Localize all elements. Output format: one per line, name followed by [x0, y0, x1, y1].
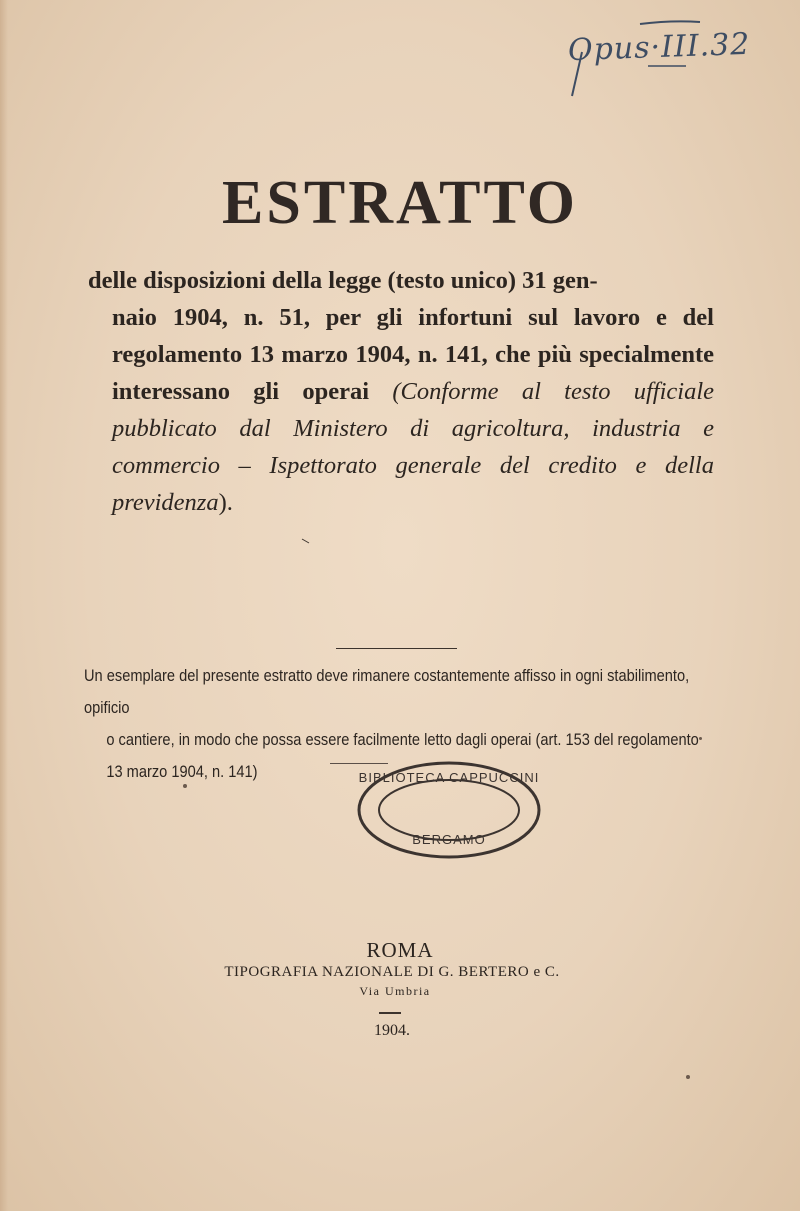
document-subtitle [88, 262, 714, 521]
imprint-divider [379, 1012, 401, 1014]
paper-speck [699, 737, 702, 740]
subtitle-closing: ). [218, 489, 233, 516]
paper-speck [686, 1075, 690, 1079]
notice-rest: o cantiere, in modo che possa essere facilmente letto dagli operai (art. 153 del regolamento 13 marzo 1904, n. 141) [106, 730, 699, 781]
ink-mark [301, 538, 311, 544]
paper-speck [183, 784, 187, 788]
document-title: ESTRATTO [222, 169, 578, 237]
subtitle-bold-text: naio 1904, n. 51, per gli infortuni sul lavoro e del regolamento 13 marzo 1904, n. 141, che più specialmente interessano gli operai [112, 304, 714, 405]
subtitle-rest [88, 299, 714, 521]
subtitle-italic-note: (Conforme al testo ufficiale pubblicato dal Ministero di agricoltura, industria e commercio – Ispettorato generale del credito e della previdenza [112, 378, 715, 516]
shelfmark-text: Opus·III.32 [567, 26, 751, 69]
imprint-year: 1904. [374, 1022, 410, 1039]
stamp-bottom-text: BERGAMO [412, 832, 486, 847]
handwritten-shelfmark [562, 14, 762, 110]
notice-line-1: Un esemplare del presente estratto deve rimanere costantemente affisso in ogni stabilimento, opificio [84, 666, 690, 717]
imprint-printer: TIPOGRAFIA NAZIONALE DI G. BERTERO e C. [224, 964, 560, 980]
stamp-top-text: BIBLIOTECA CAPPUCCINI [358, 770, 540, 785]
imprint-city: ROMA [366, 938, 434, 962]
subtitle-line-1: delle disposizioni della legge (testo unico) 31 gen- [88, 267, 598, 294]
library-stamp [356, 760, 542, 860]
section-divider [336, 648, 457, 649]
imprint-street: Via Umbria [359, 984, 431, 998]
